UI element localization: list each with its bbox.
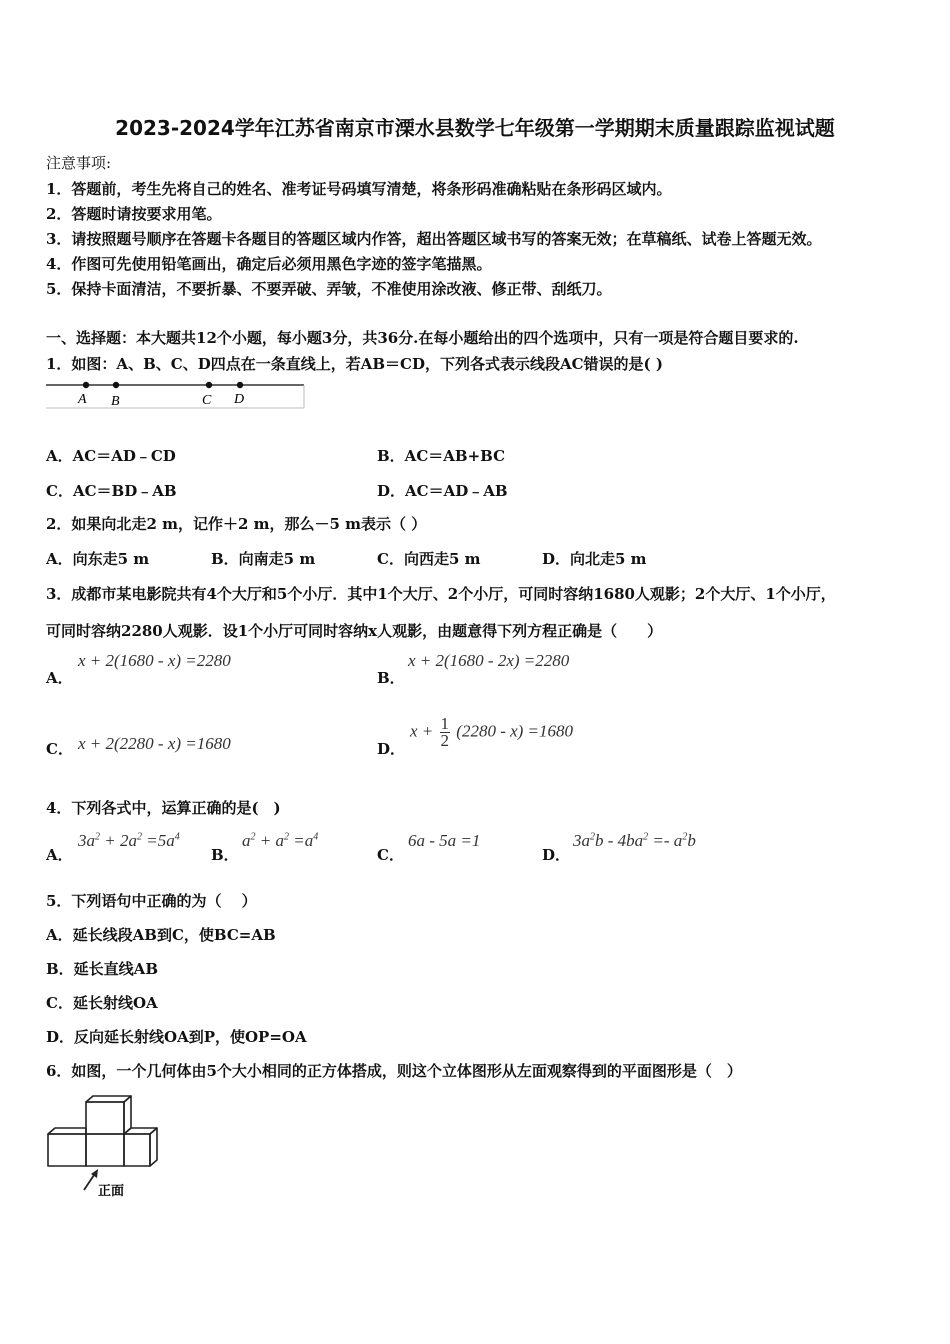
point-a-dot: [83, 382, 89, 388]
q1-option-c[interactable]: C．AC＝BD﹣AB: [46, 482, 177, 500]
top-cube-front: [86, 1102, 124, 1134]
note-item-5: 5．保持卡面清洁，不要折暴、不要弄破、弄皱，不准使用涂改液、修正带、刮纸刀。: [46, 280, 612, 298]
right-cube-side: [150, 1128, 157, 1166]
q4-option-a-label[interactable]: A．: [46, 846, 73, 864]
left-cube-top: [48, 1128, 86, 1134]
q1-option-b[interactable]: B．AC＝AB+BC: [377, 447, 506, 465]
note-item-4: 4．作图可先使用铅笔画出，确定后必须用黑色字迹的签字笔描黑。: [46, 255, 492, 273]
note-item-1: 1．答题前，考生先将自己的姓名、准考证号码填写清楚，将条形码准确粘贴在条形码区域内。: [46, 180, 672, 198]
one-half-fraction: [440, 716, 451, 749]
point-d-label: D: [234, 392, 245, 407]
note-item-3: 3．请按照题号顺序在答题卡各题目的答题区域内作答，超出答题区域书写的答案无效；在草稿纸、试卷上答题无效。: [46, 230, 822, 248]
note-item-2: 2．答题时请按要求用笔。: [46, 205, 222, 223]
point-d-dot: [237, 382, 243, 388]
left-cube-front: [48, 1134, 86, 1166]
q3-option-d-label[interactable]: D．: [377, 740, 406, 758]
q4-option-b-label[interactable]: B．: [211, 846, 239, 864]
point-b-label: B: [111, 394, 120, 409]
q4-option-d-equation: $3a^2b - 4ba^2 =- a^2b$: [573, 831, 696, 850]
q3-d-suffix: (2280 - x) =1680: [456, 721, 574, 741]
q4-option-b-equation: $a^2 + a^2 =a^4$: [242, 831, 319, 850]
q3-d-prefix: x +: [410, 721, 434, 741]
q1-option-d[interactable]: D．AC＝AD﹣AB: [377, 482, 508, 500]
q3-option-b-equation: x + 2(1680 - 2x) =2280: [408, 651, 570, 670]
q3-option-c-equation: x + 2(2280 - x) =1680: [78, 734, 231, 753]
question-1-text: 1．如图：A、B、C、D四点在一条直线上，若AB＝CD，下列各式表示线段AC错误的是( ): [46, 355, 663, 373]
right-cube-front: [124, 1134, 150, 1166]
q3-option-b-label[interactable]: B．: [377, 669, 405, 687]
point-c-label: C: [202, 393, 212, 408]
q3-option-a-equation: x + 2(1680 - x) =2280: [78, 651, 231, 670]
q2-option-b[interactable]: B．向南走5 m: [211, 550, 316, 568]
q2-option-a[interactable]: A．向东走5 m: [46, 550, 150, 568]
q4-option-d-label[interactable]: D．: [542, 846, 571, 864]
q1-option-a[interactable]: A．AC＝AD﹣CD: [46, 447, 176, 465]
q3-option-a-label[interactable]: A．: [46, 669, 73, 687]
q4-option-c-label[interactable]: C．: [377, 846, 404, 864]
line-segment-figure: [44, 376, 308, 412]
front-view-label: 正面: [98, 1184, 125, 1199]
section-heading: 一、选择题：本大题共12个小题，每小题3分，共36分.在每小题给出的四个选项中，只有一项是符合题目要求的.: [46, 329, 799, 347]
question-2-text: 2．如果向北走2 m，记作＋2 m，那么－5 m表示（ ）: [46, 515, 427, 533]
cube-stack-figure: [44, 1094, 164, 1202]
question-4-text: 4．下列各式中，运算正确的是( ): [46, 799, 281, 817]
q3-option-c-label[interactable]: C．: [46, 740, 73, 758]
question-5-text: 5．下列语句中正确的为（ ）: [46, 892, 257, 910]
q5-option-a[interactable]: A．延长线段AB到C，使BC=AB: [46, 926, 276, 944]
question-6-text: 6．如图，一个几何体由5个大小相同的正方体搭成，则这个立体图形从左面观察得到的平面图形是（ ）: [46, 1062, 742, 1080]
fraction-denominator: 2: [440, 731, 450, 750]
q5-option-b[interactable]: B．延长直线AB: [46, 960, 158, 978]
q3-option-d-equation: [410, 716, 573, 749]
question-3-line-2: 可同时容纳2280人观影．设1个小厅可同时容纳x人观影，由题意得下列方程正确是（ ）: [46, 622, 663, 640]
page-title: 2023-2024学年江苏省南京市溧水县数学七年级第一学期期末质量跟踪监视试题: [115, 116, 835, 140]
q4-option-c-equation: 6a - 5a =1: [408, 831, 481, 850]
q4-option-a-equation: $3a^2 + 2a^2 =5a^4$: [78, 831, 180, 850]
question-3-line-1: 3．成都市某电影院共有4个大厅和5个小厅．其中1个大厅、2个小厅，可同时容纳1680人观影；2个大厅、1个小厅，: [46, 585, 836, 603]
point-b-dot: [113, 382, 119, 388]
notes-heading: 注意事项:: [46, 154, 112, 172]
q5-option-d[interactable]: D．反向延长射线OA到P，使OP=OA: [46, 1028, 307, 1046]
q2-option-d[interactable]: D．向北走5 m: [542, 550, 647, 568]
point-c-dot: [206, 382, 212, 388]
q2-option-c[interactable]: C．向西走5 m: [377, 550, 481, 568]
fraction-numerator: 1: [440, 714, 450, 733]
q5-option-c[interactable]: C．延长射线OA: [46, 994, 158, 1012]
point-a-label: A: [78, 392, 87, 407]
middle-cube-front: [86, 1134, 124, 1166]
